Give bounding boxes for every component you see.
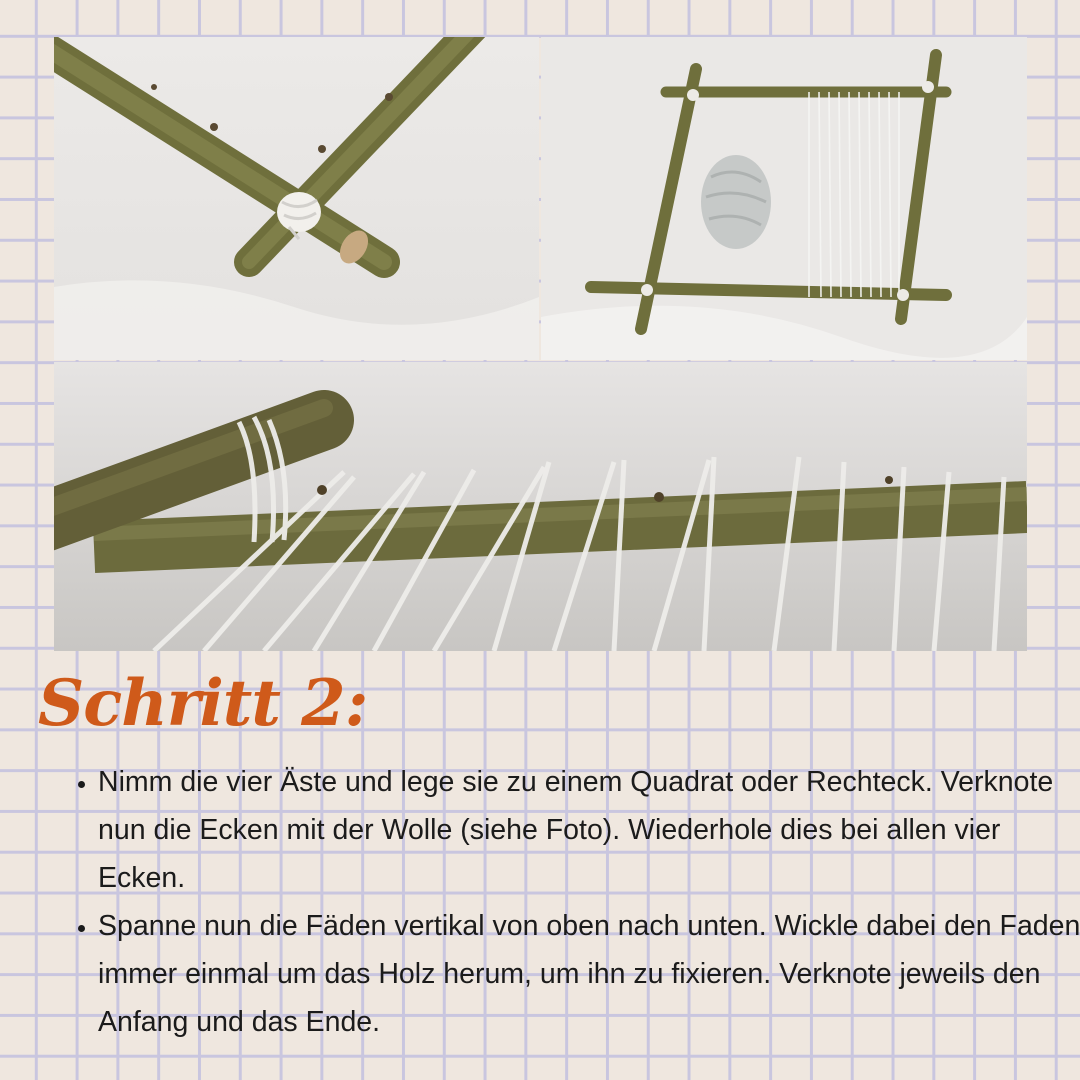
crossed-branches-illustration [54, 37, 539, 360]
instruction-list [60, 758, 1080, 1046]
photo-frame-with-yarn [541, 37, 1027, 360]
photo-crossed-branches [54, 37, 539, 360]
list-item: • Spanne nun die Fäden vertikal von oben nach unten. Wickle dabei den Faden immer einmal um das Holz herum, um ihn zu fixieren. Verknote jeweils den Anfang und das Ende. [98, 902, 1080, 1046]
page-title: Schritt 2: [38, 666, 368, 741]
list-item: • Nimm die vier Äste und lege sie zu einem Quadrat oder Rechteck. Verknote nun die Ecken mit der Wolle (siehe Foto). Wiederhole dies bei allen vier Ecken. [98, 758, 1080, 902]
frame-with-yarn-illustration [541, 37, 1027, 360]
photo-closeup-threads [54, 362, 1027, 651]
closeup-threads-illustration [54, 362, 1027, 651]
